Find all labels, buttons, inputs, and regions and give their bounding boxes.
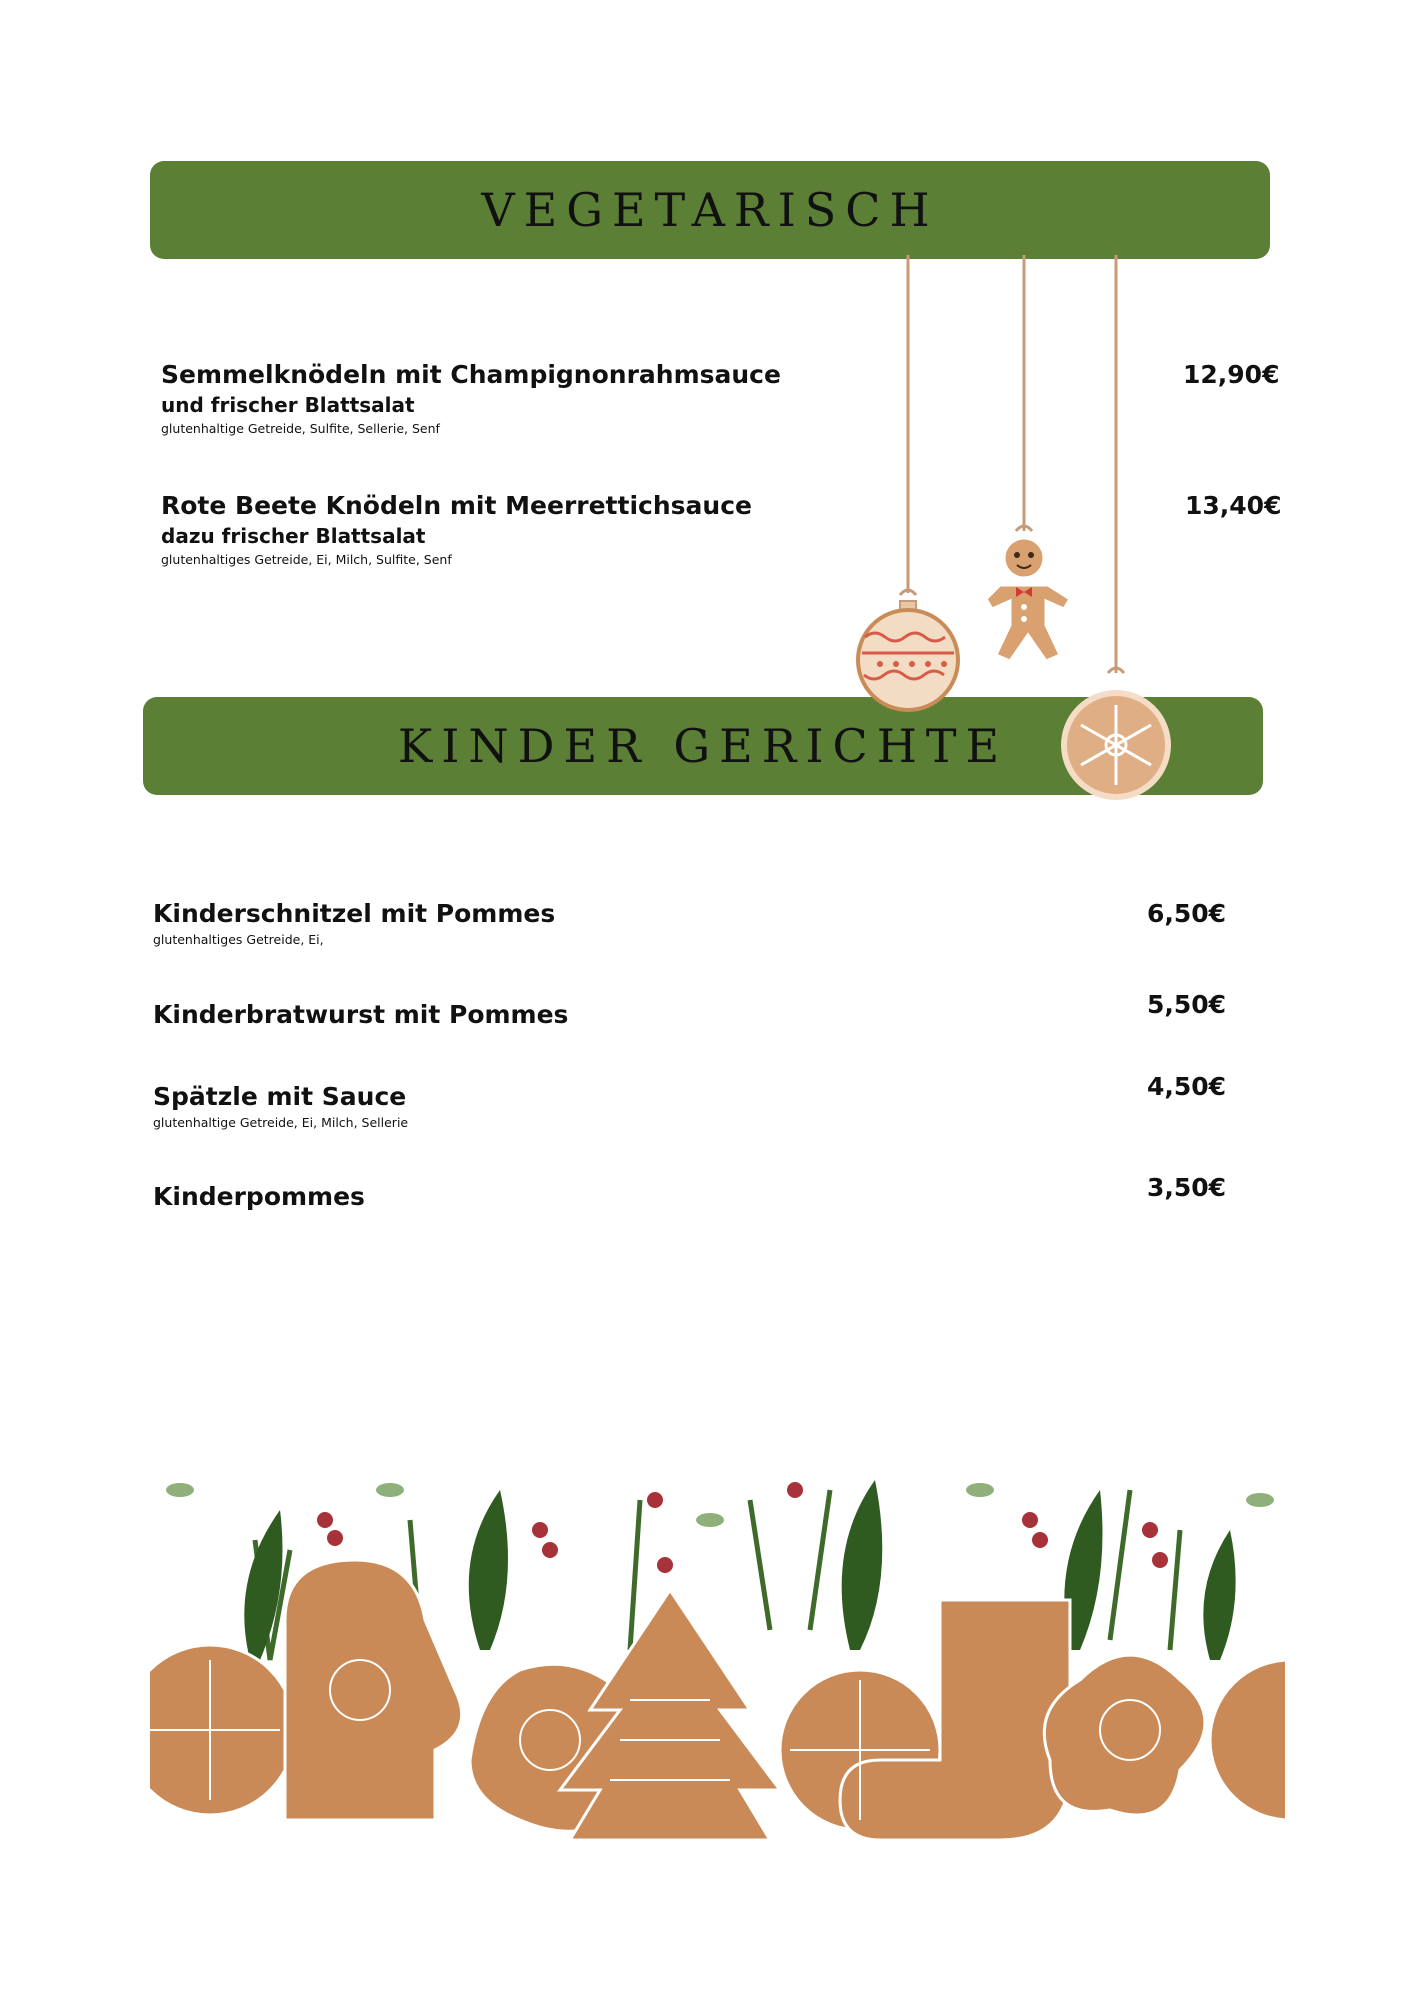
- menu-item-allergens: glutenhaltiges Getreide, Ei, Milch, Sulfite, Senf: [161, 552, 452, 567]
- menu-item-price: 6,50€: [1147, 899, 1227, 928]
- section-banner-vegetarian: [150, 161, 1270, 259]
- menu-item-allergens: glutenhaltige Getreide, Sulfite, Sellerie, Senf: [161, 421, 440, 436]
- menu-item-name: Rote Beete Knödeln mit Meerrettichsauce: [161, 491, 752, 520]
- menu-item-description: dazu frischer Blattsalat: [161, 524, 426, 548]
- gingerbread-man-ornament-icon: [986, 526, 1070, 661]
- menu-item-description: und frischer Blattsalat: [161, 393, 415, 417]
- menu-item-price: 5,50€: [1147, 990, 1227, 1019]
- menu-item-price: 3,50€: [1147, 1173, 1227, 1202]
- menu-item: [153, 1182, 365, 1211]
- section-title-kids: KINDER GERICHTE: [397, 719, 1009, 773]
- menu-item-allergens: glutenhaltiges Getreide, Ei,: [153, 932, 324, 947]
- snowflake-cookie-ornament-icon: [1064, 668, 1168, 797]
- menu-item: [153, 1000, 568, 1029]
- hanging-ornaments: [820, 255, 1180, 815]
- menu-item-name: Kinderbratwurst mit Pommes: [153, 1000, 569, 1029]
- menu-item-name: Spätzle mit Sauce: [153, 1082, 407, 1111]
- menu-item-price: 13,40€: [1185, 491, 1282, 520]
- menu-item: [161, 360, 781, 436]
- menu-item-price: 12,90€: [1183, 360, 1280, 389]
- menu-item-name: Semmelknödeln mit Champignonrahmsauce: [161, 360, 781, 389]
- menu-item-name: Kinderschnitzel mit Pommes: [153, 899, 556, 928]
- gingerbread-cookie-border-illustration: [150, 1460, 1285, 1870]
- menu-item-price: 4,50€: [1147, 1072, 1227, 1101]
- menu-item: [153, 899, 555, 947]
- section-title-vegetarian: VEGETARISCH: [481, 183, 939, 237]
- menu-item: [161, 491, 752, 567]
- bauble-ornament-icon: [858, 590, 958, 710]
- menu-item-allergens: glutenhaltige Getreide, Ei, Milch, Sellerie: [153, 1115, 409, 1130]
- menu-item-name: Kinderpommes: [153, 1182, 365, 1211]
- menu-item: [153, 1082, 408, 1130]
